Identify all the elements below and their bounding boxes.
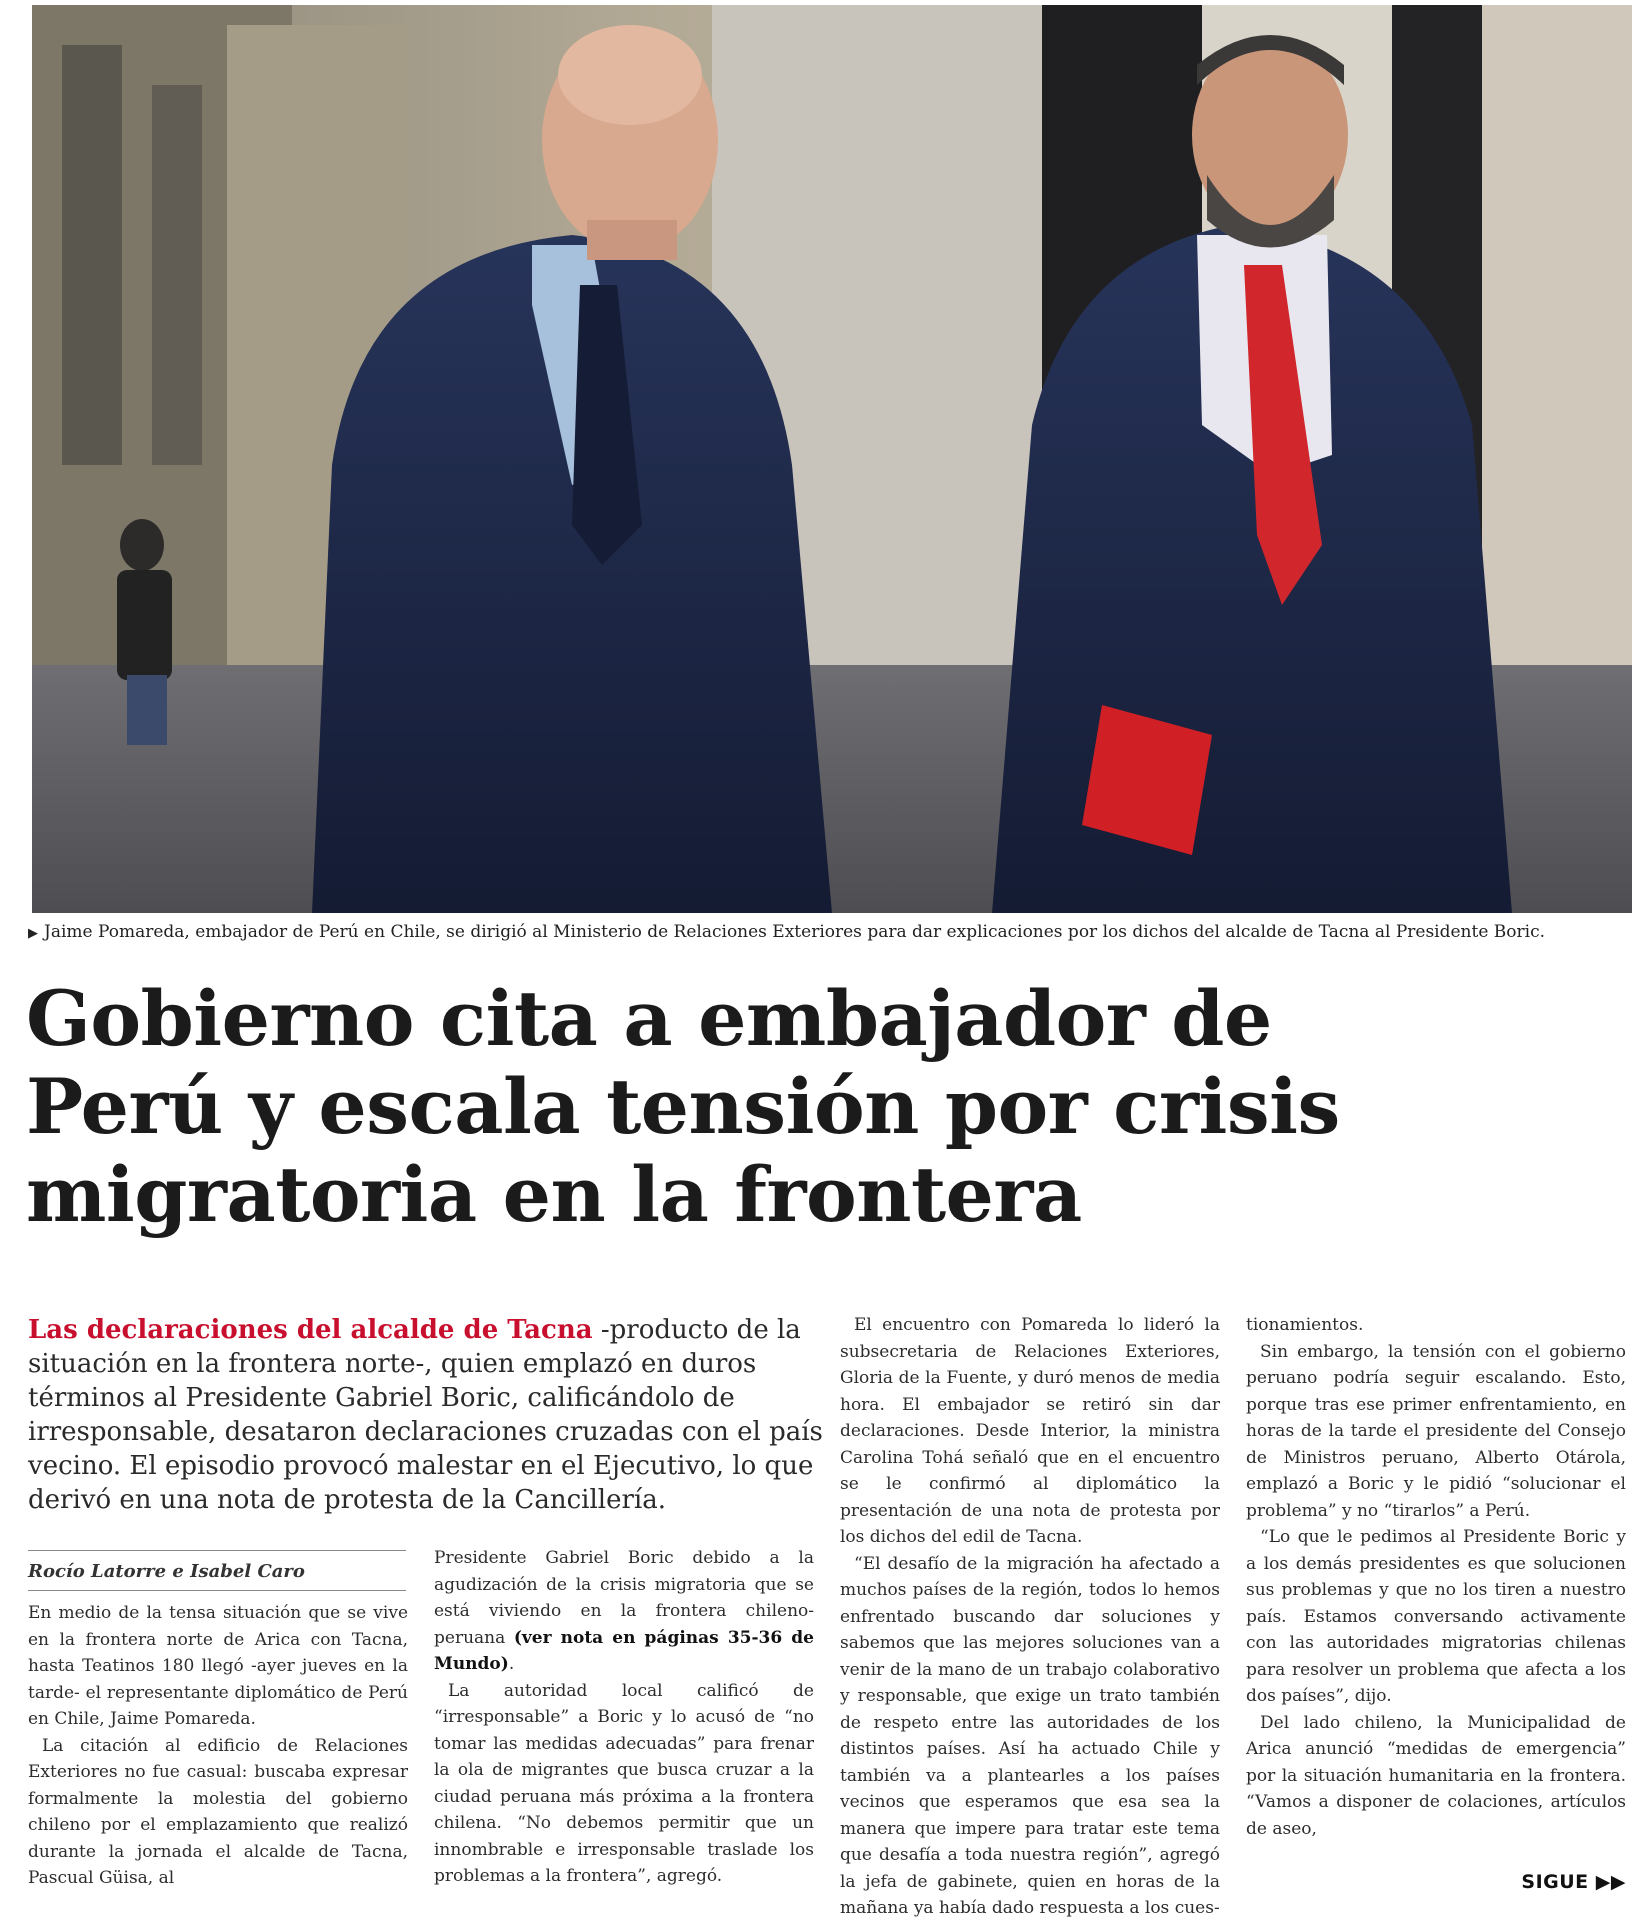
col2-p1-end: .: [508, 1654, 515, 1674]
photo-caption: [28, 922, 1638, 942]
headline-line-3: migratoria en la frontera: [26, 1150, 1082, 1239]
col4-paragraph-3: Del lado chileno, la Municipalidad de Arica anunció “medidas de emergencia” por la situación humanitaria en la frontera. “Vamos a disponer de colaciones, artículos de aseo,: [1246, 1712, 1626, 1839]
byline-rule-bottom: [28, 1590, 406, 1591]
col4-paragraph-1: Sin embargo, la tensión con el gobierno peruano podría seguir escalando. Esto, porque tras ese primer enfrentamiento, en horas de la tarde el presidente del Consejo de Ministros peruano, Alberto Otárola, emplazó a Boric y le pidió “solucionar el problema” y no “tirarlos” a Perú.: [1246, 1341, 1626, 1521]
col3-paragraph-2: “El desafío de la migración ha afectado a muchos países de la región, todos lo hemos enfrentado buscando dar soluciones y sabemos que las mejores soluciones van a venir de la mano de un trabajo colaborativo y responsable, que exige un trato también de respeto entre las autoridades de los distintos países. Así ha actuado Chile y también va a plantearles a los países vecinos que esperamos que esa sea la manera que impere para tratar este tema que desafía a toda nuestra región”, agregó la jefa de gabinete, quien en horas de la mañana ya había dado respuesta a los cues-: [840, 1553, 1220, 1918]
col4-paragraph-2: “Lo que le pedimos al Presidente Boric y a los demás presidentes es que solucionen sus problemas y que no los tiren a nuestro país. Estamos conversando activamente con las autoridades migratorias chilenas para resolver un problema que afecta a los dos países”, dijo.: [1246, 1527, 1626, 1706]
caption-marker-icon: ▶: [28, 926, 38, 941]
headline-line-2: Perú y escala tensión por crisis: [26, 1062, 1340, 1151]
article-column-3: [840, 1312, 1220, 1922]
byline: Rocío Latorre e Isabel Caro: [28, 1561, 305, 1582]
col1-paragraph-2: La citación al edificio de Relaciones Exteriores no fue casual: buscaba expresar formalmente la molestia del gobierno chileno por el emplazamiento que realizó durante la jornada el alcalde de Tacna, Pascual Güisa, al: [28, 1735, 408, 1888]
col2-paragraph-2: La autoridad local calificó de “irresponsable” a Boric y lo acusó de “no tomar las medidas adecuadas” para frenar la ola de migrantes que busca cruzar a la ciudad peruana más próxima a la frontera chilena. “No debemos permitir que un innombrable e irresponsable traslade los problemas a la frontera”, agregó.: [434, 1680, 814, 1886]
headline-line-1: Gobierno cita a embajador de: [26, 974, 1272, 1063]
continue-label: SIGUE ▶▶: [1521, 1871, 1626, 1893]
col2-p1-text: Presidente Gabriel Boric debido a la agudización de la crisis migratoria que se está viviendo en la frontera chileno-peruana: [434, 1548, 814, 1648]
col1-paragraph-1: En medio de la tensa situación que se vive en la frontera norte de Arica con Tacna, hasta Teatinos 180 llegó -ayer jueves en la tarde- el representante diplomático de Perú en Chile, Jaime Pomareda.: [28, 1603, 408, 1729]
article-column-2: [434, 1545, 814, 1890]
headline: [26, 974, 1340, 1239]
lede-paragraph: [28, 1313, 828, 1517]
caption-text: Jaime Pomareda, embajador de Perú en Chile, se dirigió al Ministerio de Relaciones Exteriores para dar explicaciones por los dichos del alcalde de Tacna al Presidente Boric.: [44, 922, 1546, 942]
col4-paragraph-0: tionamientos.: [1246, 1315, 1364, 1335]
article-column-4: [1246, 1312, 1626, 1842]
col2-paragraph-1: [434, 1545, 814, 1678]
news-photo: [32, 5, 1632, 913]
lede-text: -producto de la situación en la frontera norte-, quien emplazó en duros términos al Presidente Gabriel Boric, calificándolo de irresponsable, desataron declaraciones cruzadas con el país vecino. El episodio provocó malestar en el Ejecutivo, lo que derivó en una nota de protesta de la Cancillería.: [28, 1315, 823, 1515]
article-column-1: [28, 1600, 408, 1892]
byline-rule-top: [28, 1550, 406, 1551]
news-photo-two-men-walking: [32, 5, 1632, 913]
lede-lead-in: Las declaraciones del alcalde de Tacna: [28, 1315, 593, 1345]
col2-page-reference: (ver nota en páginas 35-36 de Mundo): [434, 1627, 814, 1674]
col3-paragraph-1: El encuentro con Pomareda lo lideró la subsecretaria de Relaciones Exteriores, Gloria de la Fuente, y duró menos de media hora. El embajador se retiró sin dar declaraciones. Desde Interior, la ministra Carolina Tohá señaló que en el encuentro se le confirmó al diplomático la presentación de una nota de protesta por los dichos del edil de Tacna.: [840, 1315, 1220, 1547]
